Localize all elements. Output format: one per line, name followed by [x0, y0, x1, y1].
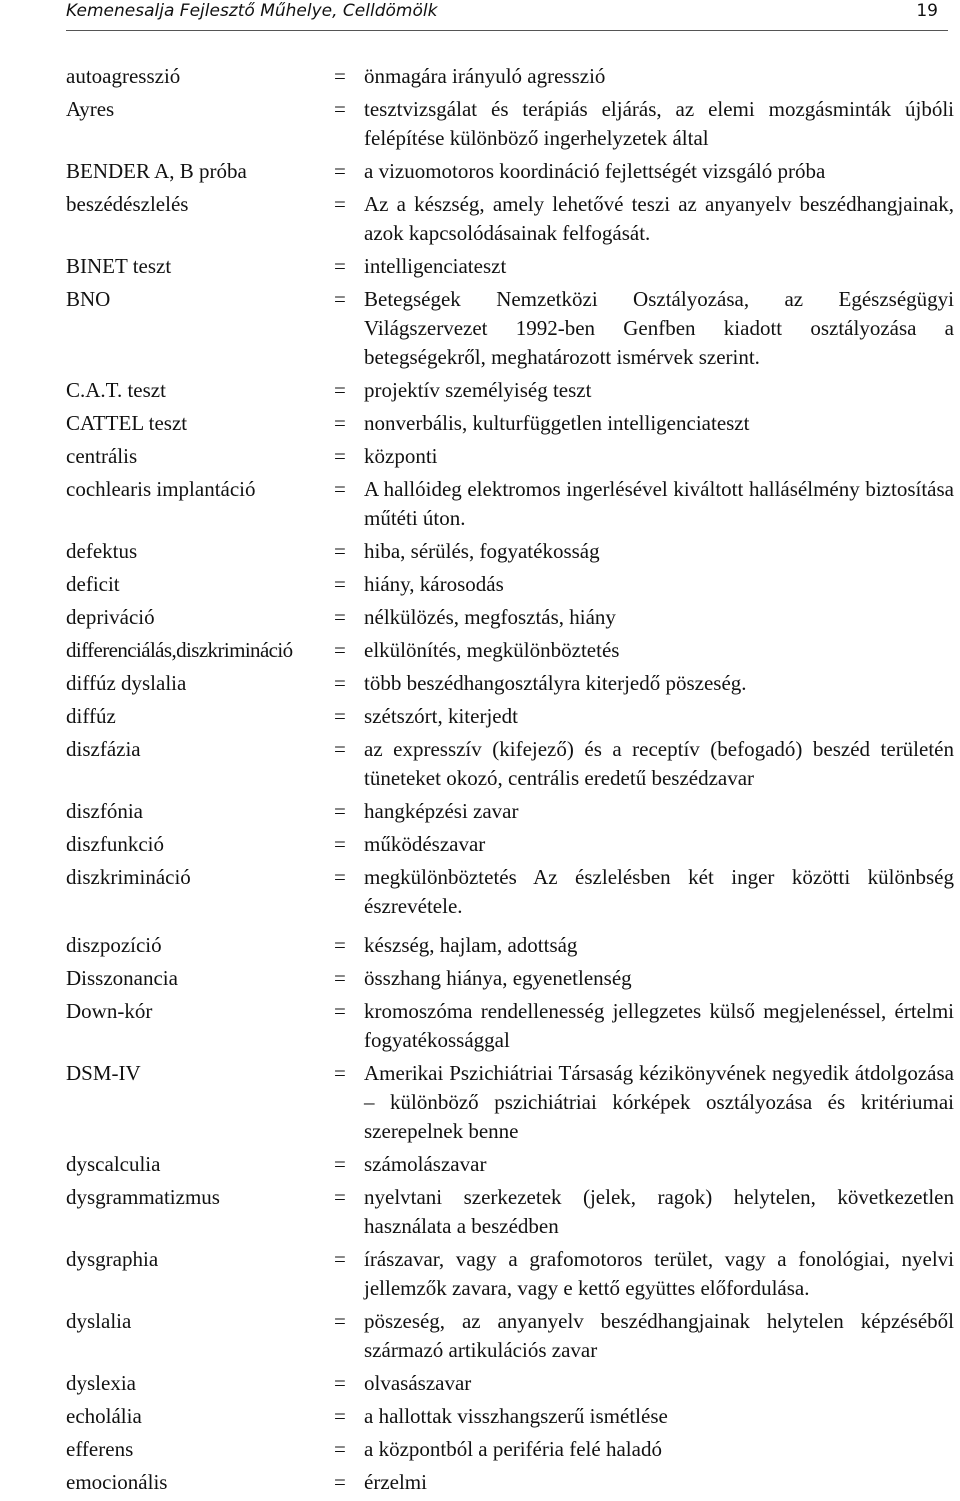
equals-sign: =	[334, 539, 346, 563]
equals-sign: =	[334, 1437, 346, 1461]
glossary-definition: szétszórt, kiterjedt	[364, 704, 518, 728]
glossary-term: Down-kór	[66, 999, 153, 1023]
glossary-definition: hiány, károsodás	[364, 572, 504, 596]
glossary-term: beszédészlelés	[66, 192, 189, 216]
equals-sign: =	[334, 444, 346, 468]
equals-sign: =	[334, 737, 346, 761]
glossary-entry	[66, 95, 954, 153]
glossary-term: Ayres	[66, 97, 115, 121]
glossary-definition: megkülönböztetés Az észlelésben két inger közötti különbség észrevétele.	[364, 865, 954, 918]
glossary-list	[66, 62, 954, 1501]
glossary-term: BENDER A, B próba	[66, 159, 247, 183]
equals-sign: =	[334, 605, 346, 629]
glossary-term: diszfunkció	[66, 832, 164, 856]
glossary-definition: a központból a periféria felé haladó	[364, 1437, 662, 1461]
equals-sign: =	[334, 64, 346, 88]
glossary-definition: a vizuomotoros koordináció fejlettségét vizsgáló próba	[364, 159, 826, 183]
glossary-entry	[66, 157, 954, 186]
glossary-term: dysgraphia	[66, 1247, 159, 1271]
glossary-definition: tesztvizsgálat és terápiás eljárás, az elemi mozgásminták újbóli felépítése különböző ingerhelyzetek által	[364, 97, 954, 150]
glossary-entry	[66, 537, 954, 566]
glossary-entry	[66, 442, 954, 471]
glossary-definition: intelligenciateszt	[364, 254, 507, 278]
glossary-term: defektus	[66, 539, 138, 563]
glossary-term: diszkrimináció	[66, 865, 191, 889]
glossary-definition: olvasászavar	[364, 1371, 472, 1395]
glossary-term: BNO	[66, 287, 111, 311]
glossary-definition: hangképzési zavar	[364, 799, 519, 823]
glossary-entry	[66, 603, 954, 632]
equals-sign: =	[334, 477, 346, 501]
equals-sign: =	[334, 832, 346, 856]
glossary-term: differenciálás,diszkrimináció	[66, 638, 293, 662]
glossary-entry	[66, 1468, 954, 1497]
equals-sign: =	[334, 192, 346, 216]
page-header	[66, 0, 948, 31]
equals-sign: =	[334, 97, 346, 121]
equals-sign: =	[334, 671, 346, 695]
glossary-entry	[66, 863, 954, 921]
glossary-entry	[66, 964, 954, 993]
equals-sign: =	[334, 1309, 346, 1333]
glossary-term: dysgrammatizmus	[66, 1185, 220, 1209]
glossary-entry	[66, 252, 954, 281]
glossary-entry	[66, 1369, 954, 1398]
glossary-entry	[66, 931, 954, 960]
glossary-entry	[66, 702, 954, 731]
glossary-entry	[66, 1059, 954, 1146]
glossary-term: efferens	[66, 1437, 134, 1461]
glossary-definition: A hallóideg elektromos ingerlésével kiváltott hallásélmény biztosítása műtéti úton.	[364, 477, 954, 530]
glossary-term: echolália	[66, 1404, 142, 1428]
page-number: 19	[916, 1, 938, 21]
equals-sign: =	[334, 933, 346, 957]
glossary-entry	[66, 636, 954, 665]
glossary-entry	[66, 1307, 954, 1365]
glossary-entry	[66, 475, 954, 533]
glossary-entry	[66, 735, 954, 793]
glossary-term: deficit	[66, 572, 120, 596]
glossary-definition: írászavar, vagy a grafomotoros terület, vagy a fonológiai, nyelvi jellemzők zavara, vagy e kettő együttes előfordulása.	[364, 1247, 954, 1300]
equals-sign: =	[334, 378, 346, 402]
glossary-entry	[66, 285, 954, 372]
equals-sign: =	[334, 638, 346, 662]
equals-sign: =	[334, 254, 346, 278]
glossary-term: BINET teszt	[66, 254, 172, 278]
glossary-term: diffúz dyslalia	[66, 671, 187, 695]
glossary-definition: a hallottak visszhangszerű ismétlése	[364, 1404, 668, 1428]
glossary-definition: Az a készség, amely lehetővé teszi az anyanyelv beszédhangjainak, azok kapcsolódásainak felfogását.	[364, 192, 954, 245]
glossary-definition: több beszédhangosztályra kiterjedő pöszeség.	[364, 671, 747, 695]
glossary-term: DSM-IV	[66, 1061, 141, 1085]
glossary-term: autoagresszió	[66, 64, 181, 88]
glossary-term: diffúz	[66, 704, 116, 728]
glossary-definition: nélkülözés, megfosztás, hiány	[364, 605, 616, 629]
equals-sign: =	[334, 411, 346, 435]
glossary-entry	[66, 570, 954, 599]
glossary-term: C.A.T. teszt	[66, 378, 166, 402]
glossary-term: CATTEL teszt	[66, 411, 188, 435]
glossary-term: cochlearis implantáció	[66, 477, 256, 501]
glossary-entry	[66, 1183, 954, 1241]
header-title: Kemenesalja Fejlesztő Műhelye, Celldömölk	[66, 1, 438, 21]
equals-sign: =	[334, 1185, 346, 1209]
equals-sign: =	[334, 287, 346, 311]
equals-sign: =	[334, 1247, 346, 1271]
glossary-definition: összhang hiánya, egyenetlenség	[364, 966, 632, 990]
glossary-definition: pöszeség, az anyanyelv beszédhangjainak helytelen képzéséből származó artikulációs zavar	[364, 1309, 954, 1362]
equals-sign: =	[334, 999, 346, 1023]
glossary-term: diszpozíció	[66, 933, 162, 957]
equals-sign: =	[334, 572, 346, 596]
equals-sign: =	[334, 799, 346, 823]
glossary-term: dyslalia	[66, 1309, 132, 1333]
equals-sign: =	[334, 1470, 346, 1494]
glossary-definition: Betegségek Nemzetközi Osztályozása, az Egészségügyi Világszervezet 1992-ben Genfben kiadott osztályozása a betegségekről, meghatározott ismérvek szerint.	[364, 287, 954, 369]
glossary-entry	[66, 1435, 954, 1464]
glossary-definition: önmagára irányuló agresszió	[364, 64, 606, 88]
glossary-term: Disszonancia	[66, 966, 178, 990]
glossary-definition: nonverbális, kulturfüggetlen intelligenciateszt	[364, 411, 750, 435]
glossary-definition: készség, hajlam, adottság	[364, 933, 578, 957]
glossary-entry	[66, 797, 954, 826]
glossary-definition: központi	[364, 444, 438, 468]
equals-sign: =	[334, 704, 346, 728]
glossary-entry	[66, 409, 954, 438]
glossary-definition: hiba, sérülés, fogyatékosság	[364, 539, 600, 563]
glossary-definition: elkülönítés, megkülönböztetés	[364, 638, 620, 662]
equals-sign: =	[334, 159, 346, 183]
glossary-entry	[66, 376, 954, 405]
glossary-term: dyslexia	[66, 1371, 136, 1395]
glossary-definition: kromoszóma rendellenesség jellegzetes külső megjelenéssel, értelmi fogyatékossággal	[364, 999, 954, 1052]
glossary-entry	[66, 62, 954, 91]
equals-sign: =	[334, 865, 346, 889]
glossary-entry	[66, 190, 954, 248]
glossary-entry	[66, 669, 954, 698]
equals-sign: =	[334, 1061, 346, 1085]
glossary-entry	[66, 1245, 954, 1303]
glossary-term: diszfázia	[66, 737, 141, 761]
glossary-term: diszfónia	[66, 799, 143, 823]
glossary-entry	[66, 997, 954, 1055]
glossary-entry	[66, 1402, 954, 1431]
equals-sign: =	[334, 1371, 346, 1395]
glossary-entry	[66, 830, 954, 859]
equals-sign: =	[334, 1404, 346, 1428]
glossary-term: dyscalculia	[66, 1152, 161, 1176]
glossary-definition: projektív személyiség teszt	[364, 378, 592, 402]
glossary-definition: Amerikai Pszichiátriai Társaság kézikönyvének negyedik átdolgozása – különböző pszichiátriai kórképek osztályozása és kritériumai szerepelnek benne	[364, 1061, 954, 1143]
equals-sign: =	[334, 966, 346, 990]
glossary-term: centrális	[66, 444, 138, 468]
glossary-definition: nyelvtani szerkezetek (jelek, ragok) helytelen, következetlen használata a beszédben	[364, 1185, 954, 1238]
equals-sign: =	[334, 1152, 346, 1176]
glossary-term: emocionális	[66, 1470, 168, 1494]
glossary-entry	[66, 1150, 954, 1179]
glossary-definition: számolászavar	[364, 1152, 487, 1176]
glossary-definition: az expresszív (kifejező) és a receptív (befogadó) beszéd területén tüneteket okozó, centrális eredetű beszédzavar	[364, 737, 954, 790]
glossary-definition: érzelmi	[364, 1470, 427, 1494]
glossary-definition: működészavar	[364, 832, 486, 856]
glossary-term: depriváció	[66, 605, 155, 629]
